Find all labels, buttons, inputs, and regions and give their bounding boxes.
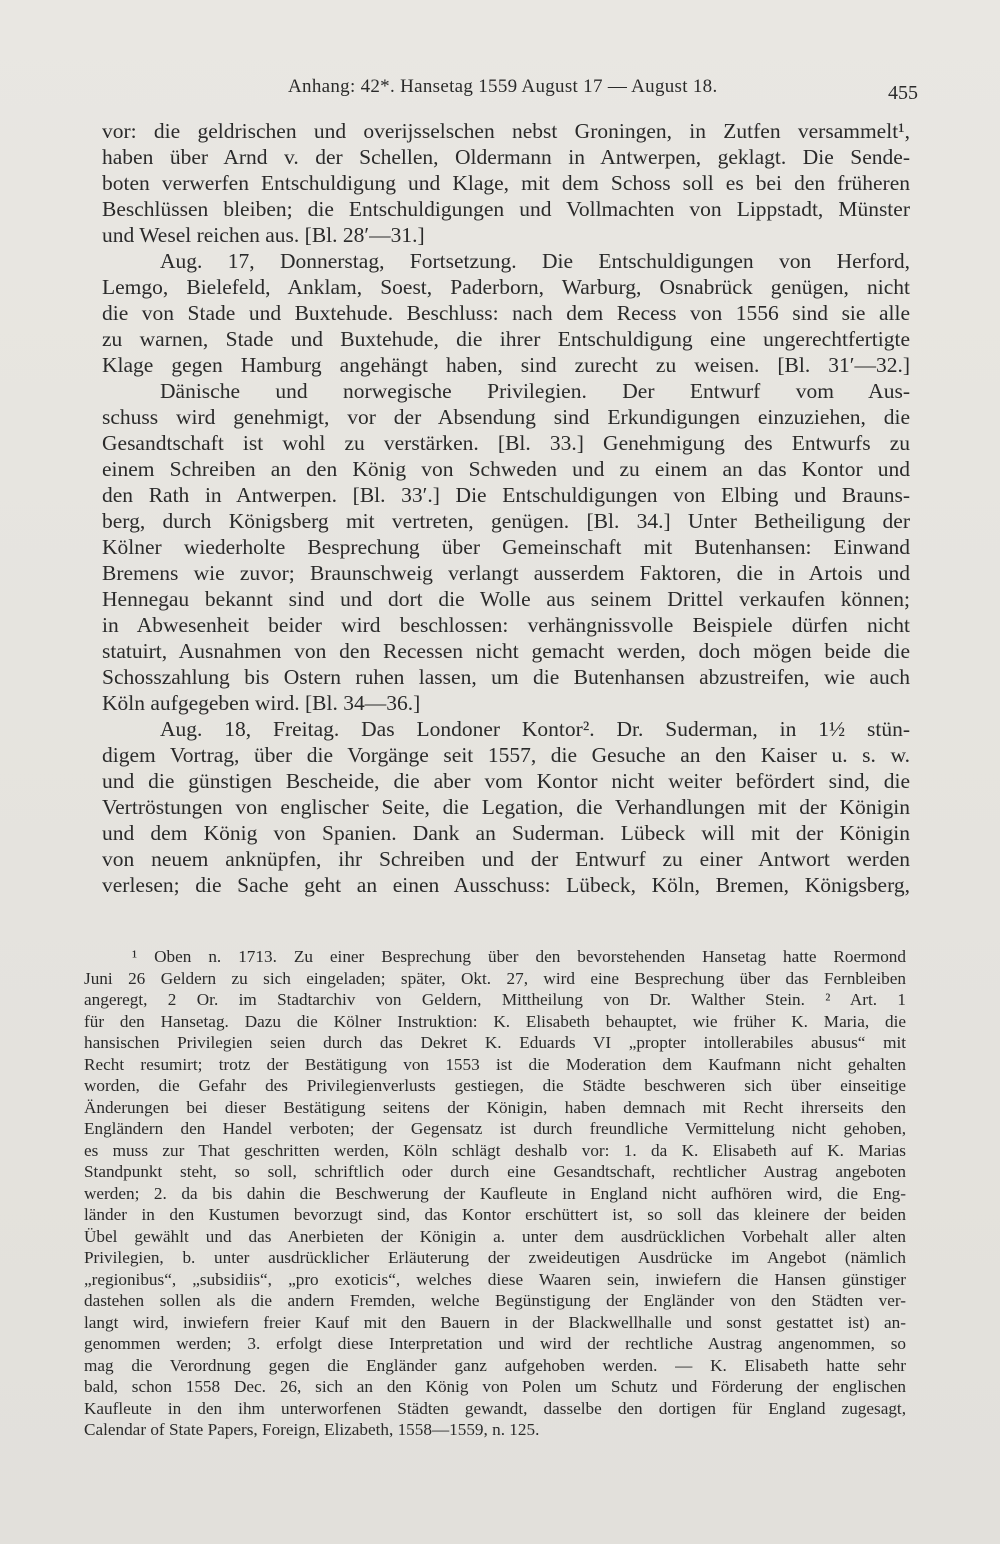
footnote-line: dastehen sollen als die andern Fremden, welche Begünstigung der Engländer von den Städten ver- [84,1291,906,1310]
body-line: Köln aufgegeben wird. [Bl. 34—36.] [102,691,421,715]
body-line: Kölner wiederholte Besprechung über Gemeinschaft mit Butenhansen: Einwand [102,535,910,559]
footnotes [84,946,906,1441]
body-line: vor: die geldrischen und overijsselschen nebst Groningen, in Zutfen versammelt¹, [102,119,910,143]
footnote-line: werden; 2. da bis dahin die Beschwerung der Kaufleute in England nicht aufhören wird, die Eng- [84,1183,906,1203]
body-line: den Rath in Antwerpen. [Bl. 33′.] Die Entschuldigungen von Elbing und Brauns- [102,483,910,507]
body-line: Vertröstungen von englischer Seite, die Legation, die Verhandlungen mit der Königin [102,795,910,819]
running-head: Anhang: 42*. Hansetag 1559 August 17 — August 18. [288,76,718,97]
footnote-line: Calendar of State Papers, Foreign, Elizabeth, 1558—1559, n. 125. [84,1420,540,1439]
footnote-line: für den Hansetag. Dazu die Kölner Instruktion: K. Elisabeth behauptet, wie früher K. Maria, die [84,1011,906,1031]
body-line: die von Stade und Buxtehude. Beschluss: nach dem Recess von 1556 sind sie alle [102,301,910,325]
footnote-line: langt wird, inwiefern freier Kauf mit den Bauern in der Blackwellhalle und sonst gestattet ist) an- [84,1312,906,1332]
body-line: Aug. 18, Freitag. Das Londoner Kontor². Dr. Suderman, in 1½ stün- [160,717,910,741]
footnote-line: es muss zur That geschritten werden, Köln schlägt deshalb vor: 1. da K. Elisabeth auf K. Marias [84,1140,906,1160]
footnote-line: Juni 26 Geldern zu sich eingeladen; später, Okt. 27, wird eine Besprechung über das Fernbleiben [84,968,906,988]
footnote-line: Engländern den Handel verboten; der Gegensatz ist durch freundliche Vermittelung nicht gehoben, [84,1119,906,1138]
body-line: einem Schreiben an den König von Schweden und zu einem an das Kontor und [102,457,910,481]
footnote-line: Kaufleute in den ihm unterworfenen Städten gewandt, dasselbe den dortigen für England zugesagt, [84,1398,906,1418]
footnote-line: länder in den Kustumen bevorzugt sind, das Kontor erschüttert ist, so soll das kleinere der beiden [84,1205,906,1224]
footnote-line: Standpunkt steht, so soll, schriftlich oder durch eine Gesandtschaft, rechtlicher Austrag angeboten [84,1162,906,1181]
footnote-line: worden, die Gefahr des Privilegienverlusts gestiegen, die Städte beschweren sich über einseitige [84,1076,906,1095]
footnote-line: Übel gewählt und das Anerbieten der Königin a. unter dem ausdrücklichen Vorbehalt aller alten [84,1226,906,1246]
body-line: digem Vortrag, über die Vorgänge seit 1557, die Gesuche an den Kaiser u. s. w. [102,743,910,767]
body-line: statuirt, Ausnahmen von den Recessen nicht gemacht werden, doch mögen beide die [102,639,910,663]
footnote-line: angeregt, 2 Or. im Stadtarchiv von Geldern, Mittheilung von Dr. Walther Stein. ² Art. 1 [84,990,906,1009]
footnote-line: ¹ Oben n. 1713. Zu einer Besprechung über den bevorstehenden Hansetag hatte Roermond [132,947,906,966]
body-line: und Wesel reichen aus. [Bl. 28′—31.] [102,223,425,247]
footnote-line: bald, schon 1558 Dec. 26, sich an den König von Polen um Schutz und Förderung der englischen [84,1377,906,1396]
body-line: Aug. 17, Donnerstag, Fortsetzung. Die Entschuldigungen von Herford, [160,249,910,273]
body-line: verlesen; die Sache geht an einen Ausschuss: Lübeck, Köln, Bremen, Königsberg, [102,873,910,897]
body-line: Beschlüssen bleiben; die Entschuldigungen und Vollmachten von Lippstadt, Münster [102,197,910,221]
footnote-line: mag die Verordnung gegen die Engländer ganz aufgehoben werden. — K. Elisabeth hatte sehr [84,1355,906,1375]
body-line: und die günstigen Bescheide, die aber vom Kontor nicht weiter befördert sind, die [102,769,910,793]
footnote-line: Recht resumirt; trotz der Bestätigung von 1553 ist die Moderation dem Kaufmann nicht gehalten [84,1054,906,1074]
body-line: und dem König von Spanien. Dank an Suderman. Lübeck will mit der Königin [102,821,910,845]
footnote-line: Privilegien, b. unter ausdrücklicher Erläuterung der zweideutigen Ausdrücke im Angebot (nämlich [84,1248,906,1267]
page-header [100,74,920,104]
body-line: zu warnen, Stade und Buxtehude, die ihrer Entschuldigung eine ungerechtfertigte [102,327,910,351]
footnote-line: hansischen Privilegien seien durch das Dekret K. Eduards VI „propter intollerabiles abusus“ mit [84,1033,906,1052]
footnote-line: „regionibus“, „subsidiis“, „pro exoticis“, welches diese Waaren sein, inwiefern die Hansen günstiger [84,1269,906,1289]
footnote-line: genommen werden; 3. erfolgt diese Interpretation und wird der rechtliche Austrag angenommen, so [84,1334,906,1353]
body-text [102,118,910,898]
footnote-line: Änderungen bei dieser Bestätigung seitens der Königin, haben demnach mit Recht ihrerseits den [84,1097,906,1117]
body-line: Dänische und norwegische Privilegien. Der Entwurf vom Aus- [160,379,910,403]
body-line: Schosszahlung bis Ostern ruhen lassen, um die Butenhansen abzustreifen, wie auch [102,665,910,689]
body-line: von neuem anknüpfen, ihr Schreiben und der Entwurf zu einer Antwort werden [102,847,910,871]
body-line: berg, durch Königsberg mit vertreten, genügen. [Bl. 34.] Unter Betheiligung der [102,509,910,533]
body-line: haben über Arnd v. der Schellen, Oldermann in Antwerpen, geklagt. Die Sende- [102,145,910,169]
page-number: 455 [888,82,918,104]
body-line: in Abwesenheit beider wird beschlossen: verhängnissvolle Beispiele dürfen nicht [102,613,910,637]
body-line: Klage gegen Hamburg angehängt haben, sind zurecht zu weisen. [Bl. 31′—32.] [102,353,910,377]
body-line: Lemgo, Bielefeld, Anklam, Soest, Paderborn, Warburg, Osnabrück genügen, nicht [102,275,910,299]
body-line: Bremens wie zuvor; Braunschweig verlangt ausserdem Faktoren, die in Artois und [102,561,910,585]
body-line: schuss wird genehmigt, vor der Absendung sind Erkundigungen einzuziehen, die [102,405,910,429]
body-line: Hennegau bekannt sind und dort die Wolle aus seinem Drittel verkaufen können; [102,587,910,611]
body-line: boten verwerfen Entschuldigung und Klage, mit dem Schoss soll es bei den früheren [102,171,910,195]
body-line: Gesandtschaft ist wohl zu verstärken. [Bl. 33.] Genehmigung des Entwurfs zu [102,431,910,455]
